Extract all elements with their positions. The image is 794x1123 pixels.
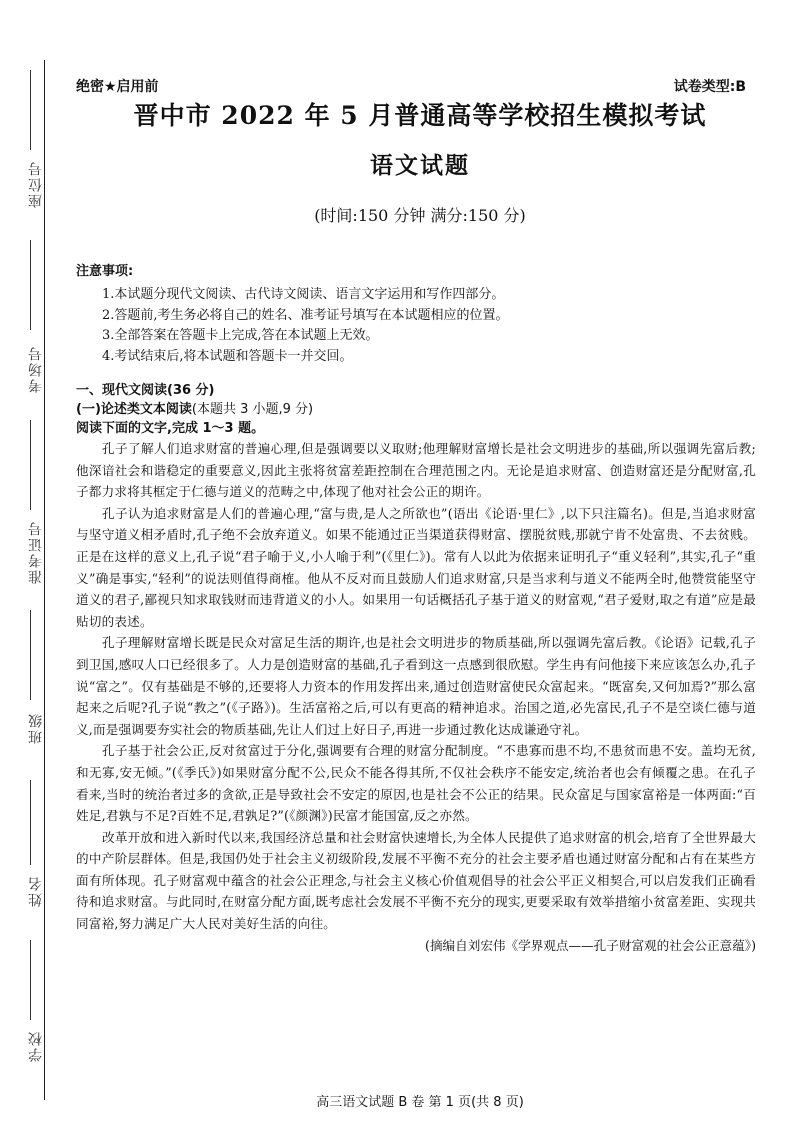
- notes-heading: 注意事项:: [76, 264, 134, 279]
- class-line: [30, 610, 31, 700]
- section-title: 一、现代文阅读(36 分): [76, 383, 215, 398]
- article-paragraph: 孔子了解人们追求财富的普遍心理,但是强调要以义取财;他理解财富增长是社会文明进步的基础,所以强调先富后教;他深谙社会和谐稳定的重要意义,因此主张将贫富差距控制在合理范围之内。无论是追求财富、创造财富还是分配财富,孔子都力求将其框定于仁德与道义的范畴之中,体现了他对社会公正的期许。: [76, 441, 756, 500]
- class-label: 班级: [28, 712, 44, 744]
- school-line: [30, 940, 31, 1020]
- note-item: 2.答题前,考生务必将自己的姓名、准考证号填写在本试题相应的位置。: [102, 307, 509, 323]
- name-label: 姓名: [28, 875, 44, 907]
- exam-title: 晋中市 2022 年 5 月普通高等学校招生模拟考试: [133, 101, 707, 130]
- note-item: 3.全部答案在答题卡上完成,答在本试题上无效。: [102, 328, 379, 343]
- article-paragraph: 孔子认为追求财富是人们的普遍心理,“富与贵,是人之所欲也”(语出《论语·里仁》,以下只注篇名)。但是,当追求财富与坚守道义相矛盾时,孔子绝不会放弃道义。如果不能通过正当渠道获得财富、摆脱贫贱,那就宁肯不处富贵、不去贫贱。正是在这样的意义上,孔子说“君子喻于义,小人喻于利”(《里仁》)。常有人以此为依据来证明孔子“重义轻利”,其实,孔子“重义”确是事实,“轻利”的说法则值得商榷。他从不反对而且鼓励人们追求财富,只是当求利与道义不能两全时,他赞赏能坚守道义的君子,鄙视只知求取钱财而违背道义的小人。如果用一句话概括孔子基于道义的财富观,“君子爱财,取之有道”应是最贴切的表述。: [76, 505, 756, 629]
- paper-type: 试卷类型:B: [673, 79, 746, 95]
- seat-number-line: [30, 70, 31, 150]
- reading-section: [76, 381, 756, 956]
- reading-instruction: 阅读下面的文字,完成 1～3 题。: [76, 421, 265, 436]
- subject-title: 语文试题: [370, 152, 470, 179]
- article-paragraph: 改革开放和进入新时代以来,我国经济总量和社会财富快速增长,为全体人民提供了追求财富的机会,培育了全世界最大的中产阶层群体。但是,我国仍处于社会主义初级阶段,发展不平衡不充分的社会主要矛盾也通过财富分配和占有在某些方面有所体现。孔子财富观中蕴含的社会公正理念,与社会主义核心价值观倡导的社会公平正义相契合,可以启发我们正确看待和追求财富。与此同时,在财富分配方面,既考虑社会发展不平衡不充分的现实,更要采取有效举措缩小贫富差距、实现共同富裕,努力满足广大人民对美好生活的向往。: [76, 829, 756, 932]
- exam-notes: [76, 260, 756, 367]
- binding-margin: [0, 0, 60, 1123]
- article-source: (摘编自刘宏伟《学界观点——孔子财富观的社会公正意蕴》): [425, 937, 756, 953]
- confidential-mark: 绝密★启用前: [76, 79, 159, 95]
- subsection-meta: (本题共 3 小题,9 分): [191, 402, 314, 417]
- note-item: 4.考试结束后,将本试题和答题卡一并交回。: [102, 348, 353, 364]
- name-line: [30, 780, 31, 865]
- seat-number-label: 座位号: [28, 160, 44, 208]
- time-and-score: (时间:150 分钟 满分:150 分): [314, 206, 526, 225]
- admission-number-line: [30, 420, 31, 510]
- exam-room-label: 考场号: [28, 345, 44, 393]
- page-footer: 高三语文试题 B 卷 第 1 页(共 8 页): [316, 1095, 524, 1110]
- article-paragraph: 孔子基于社会公正,反对贫富过于分化,强调要有合理的财富分配制度。“不患寡而患不均,不患贫而患不安。盖均无贫,和无寡,安无倾。”(《季氏》)如果财富分配不公,民众不能各得其所,不仅社会秩序不能安定,统治者也会有倾覆之患。在孔子看来,当时的统治者过多的贪欲,正是导致社会不安定的原因,也是社会不公正的结果。民众富足与国家富裕是一体两面:“百姓足,君孰与不足?百姓不足,君孰足?”(《颜渊》)民富才能国富,反之亦然。: [76, 743, 756, 824]
- note-item: 1.本试题分现代文阅读、古代诗文阅读、语言文字运用和写作四部分。: [102, 287, 505, 302]
- subsection-name: (一)论述类文本阅读: [76, 402, 192, 417]
- subsection-title: [76, 400, 756, 419]
- article-paragraph: 孔子理解财富增长既是民众对富足生活的期许,也是社会文明进步的物质基础,所以强调先富后教。《论语》记载,孔子到卫国,感叹人口已经很多了。人力是创造财富的基础,孔子看到这一点感到很欣慰。学生冉有问他接下来应该怎么办,孔子说“富之”。仅有基础是不够的,还要将人力资本的作用发挥出来,通过创造财富使民众富起来。“既富矣,又何加焉?”那么富起来之后呢?孔子说“教之”(《子路》)。生活富裕之后,可以有更高的精神追求。治国之道,必先富民,孔子不是空谈仁德与道义,而是强调要夯实社会的物质基础,先让人们过上好日子,再进一步通过教化达成谦逊守礼。: [76, 635, 756, 737]
- exam-room-line: [30, 240, 31, 330]
- school-label: 学校: [28, 1030, 44, 1062]
- admission-number-label: 准考证号: [28, 520, 44, 584]
